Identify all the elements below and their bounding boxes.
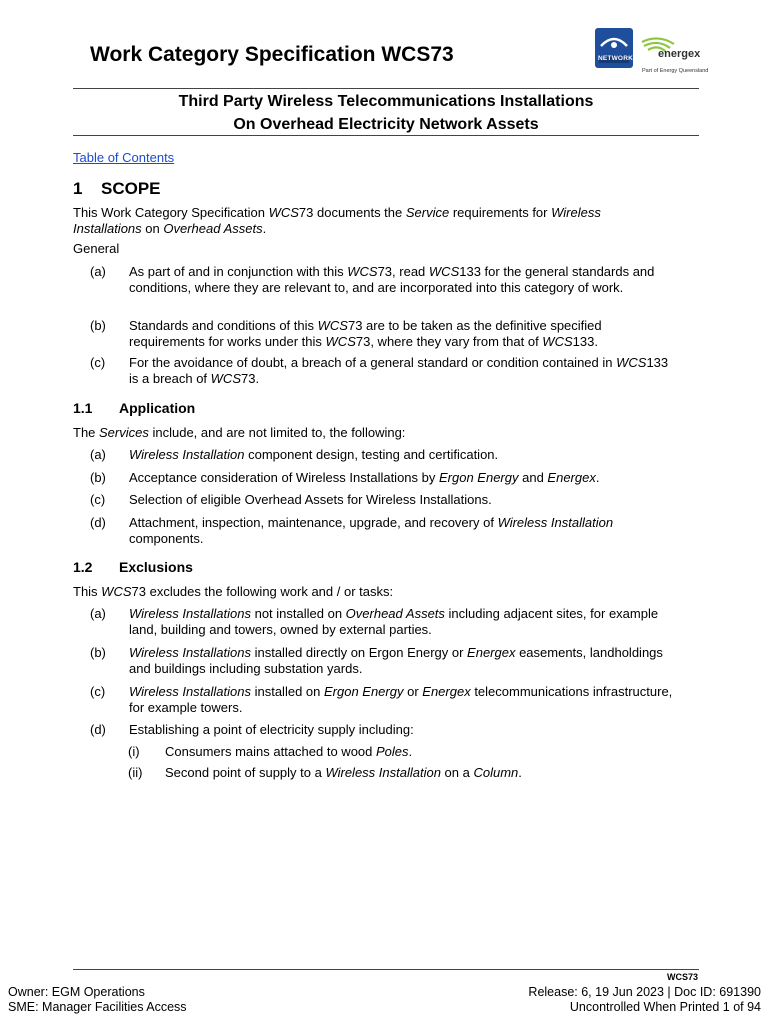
- list-label: (c): [90, 684, 106, 699]
- subtitle-rule: [73, 135, 699, 136]
- list-text: Wireless Installation component design, testing and certification.: [129, 447, 499, 462]
- list-text: Standards and conditions of this WCS73 are to be taken as the definitive specified requirements for works under this WCS73, where they vary from that of WCS133.: [129, 318, 602, 349]
- footer-rule: [73, 969, 699, 970]
- list-text: Attachment, inspection, maintenance, upgrade, and recovery of Wireless Installation components.: [129, 515, 614, 546]
- list-text: Selection of eligible Overhead Assets for Wireless Installations.: [129, 492, 492, 507]
- header-rule: [73, 88, 699, 89]
- subtitle-line-1: Third Party Wireless Telecommunications Installations: [178, 93, 594, 110]
- application-intro: The Services include, and are not limited to, the following:: [73, 425, 406, 440]
- section-title: Application: [119, 400, 196, 416]
- section-heading-scope: [73, 179, 161, 199]
- list-label: (d): [90, 722, 106, 737]
- list-label: (b): [90, 470, 106, 485]
- list-label: (b): [90, 645, 106, 660]
- list-text: Wireless Installations installed directly on Ergon Energy or Energex easements, landholdings and buildings including substation yards.: [129, 645, 663, 676]
- list-label: (c): [90, 492, 106, 507]
- section-heading-application: [73, 400, 195, 416]
- list-text: For the avoidance of doubt, a breach of a general standard or condition contained in WCS133 is a breach of WCS73.: [129, 355, 669, 386]
- table-of-contents-link[interactable]: Table of Contents: [73, 150, 175, 165]
- general-label: General: [73, 241, 120, 256]
- footer-doc-code: WCS73: [666, 972, 698, 982]
- section-number: 1.1: [73, 400, 93, 416]
- list-text: Acceptance consideration of Wireless Installations by Ergon Energy and Energex.: [129, 470, 600, 485]
- section-number: 1: [73, 179, 83, 198]
- list-text: Establishing a point of electricity supply including:: [129, 722, 414, 737]
- list-label: (c): [90, 355, 106, 370]
- subtitle-line-2: On Overhead Electricity Network Assets: [233, 116, 539, 133]
- footer-release: Release: 6, 19 Jun 2023 | Doc ID: 691390: [528, 985, 761, 999]
- list-text: Second point of supply to a Wireless Installation on a Column.: [165, 765, 522, 780]
- list-text: Consumers mains attached to wood Poles.: [165, 744, 413, 759]
- list-text: Wireless Installations not installed on Overhead Assets including adjacent sites, for example land, building and towers, owned by external parties.: [129, 606, 659, 637]
- list-label: (a): [90, 606, 106, 621]
- energex-logo-text: energex: [658, 48, 701, 60]
- section-title: SCOPE: [101, 179, 161, 198]
- section-heading-exclusions: [73, 559, 193, 575]
- list-label: (ii): [128, 765, 143, 780]
- list-text: Wireless Installations installed on Ergon Energy or Energex telecommunications infrastructure, for example towers.: [129, 684, 673, 715]
- footer-owner: Owner: EGM Operations: [8, 985, 145, 999]
- list-label: (b): [90, 318, 106, 333]
- list-label: (a): [90, 264, 106, 279]
- section-title: Exclusions: [119, 559, 193, 575]
- list-label: (a): [90, 447, 106, 462]
- list-label: (d): [90, 515, 106, 530]
- list-text: As part of and in conjunction with this WCS73, read WCS133 for the general standards and conditions, where they are relevant to, and are incorporated into this category of work.: [129, 264, 655, 295]
- logo-tagline: Part of Energy Queensland: [642, 68, 709, 74]
- document-title: Work Category Specification WCS73: [90, 43, 454, 66]
- list-label: (i): [128, 744, 140, 759]
- exclusions-intro: This WCS73 excludes the following work and / or tasks:: [73, 584, 394, 599]
- ergon-logo-text: NETWORK: [598, 55, 633, 62]
- footer-printed: Uncontrolled When Printed 1 of 94: [569, 1000, 761, 1014]
- footer-sme: SME: Manager Facilities Access: [8, 1000, 187, 1014]
- ergon-network-logo: [595, 28, 633, 68]
- energex-logo: [640, 36, 702, 64]
- scope-intro: This Work Category Specification WCS73 documents the Service requirements for Wireless Installations on Overhead Assets.: [73, 205, 601, 236]
- section-number: 1.2: [73, 559, 93, 575]
